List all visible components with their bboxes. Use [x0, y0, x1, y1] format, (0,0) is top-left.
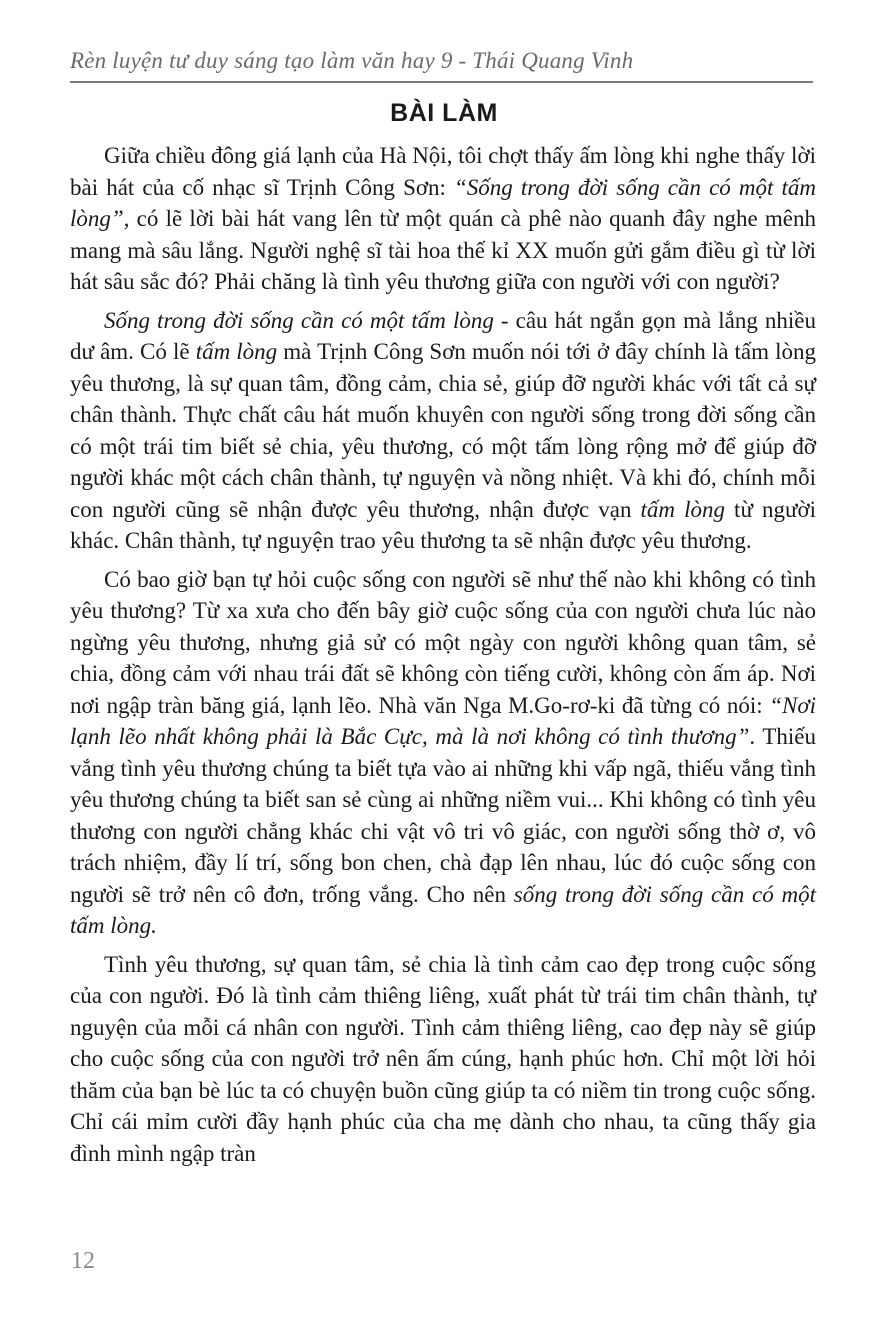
text-segment: Có bao giờ bạn tự hỏi cuộc sống con người sẽ như thế nào khi không có tình yêu thương? Từ xa xưa cho đến bây giờ cuộc sống của con người chưa lúc nào ngừng yêu thương, nhưng giả sử có một ngày con người không quan tâm, sẻ chia, đồng cảm với nhau trái đất sẽ không còn tiếng cười, không còn ấm áp. Nơi nơi ngập tràn băng giá, lạnh lẽo. Nhà văn Nga M.Go-rơ-ki đã từng có nói: — [70, 566, 816, 718]
italic-text-segment: “Sống trong đời sống cần có một tấm lòng”, — [70, 174, 817, 231]
italic-text-segment: Sống trong đời sống cần có một tấm lòng — [104, 307, 494, 333]
italic-text-segment: tấm lòng — [195, 339, 278, 364]
italic-text-segment: sống trong đời sống cần có một tấm lòng. — [70, 881, 816, 938]
text-segment: có lẽ lời bài hát vang lên từ một quán cà phê nào quanh đây nghe mênh mang mà sâu lắng. Người nghệ sĩ tài hoa thế kỉ XX muốn gửi gắm điều gì từ lời hát sâu sắc đó? Phải chăng là tình yêu thương giữa con người với con người? — [70, 206, 816, 294]
page-header — [70, 48, 813, 83]
essay-body — [70, 140, 816, 1169]
essay-paragraph — [70, 140, 816, 298]
running-title: Rèn luyện tư duy sáng tạo làm văn hay 9 - Thái Quang Vinh — [70, 48, 634, 73]
italic-text-segment: “Nơi lạnh lẽo nhất không phải là Bắc Cực, mà là nơi không có tình thương” — [70, 692, 816, 749]
text-segment: từ người khác. Chân thành, tự nguyện trao yêu thương ta sẽ nhận được yêu thương. — [70, 496, 816, 553]
text-segment: Tình yêu thương, sự quan tâm, sẻ chia là tình cảm cao đẹp trong cuộc sống của con người. Đó là tình cảm thiêng liêng, xuất phát từ trái tim chân thành, tự nguyện của mỗi cá nhân con người. Tình cảm thiêng liêng, cao đẹp này sẽ giúp cho cuộc sống của con người trở nên ấm cúng, hạnh phúc hơn. Chỉ một lời hỏi thăm của bạn bè lúc ta có chuyện buồn cũng giúp ta có niềm tin trong cuộc sống. Chỉ cái mỉm cười đầy hạnh phúc của cha mẹ dành cho nhau, ta cũng thấy gia đình mình ngập tràn — [70, 951, 816, 1166]
text-segment: Giữa chiều đông giá lạnh của Hà Nội, tôi chợt thấy ấm lòng khi nghe thấy lời bài hát của cố nhạc sĩ Trịnh Công Sơn: — [70, 143, 816, 200]
text-segment: . Thiếu vắng tình yêu thương chúng ta biết tựa vào ai những khi vấp ngã, thiếu vắng tình yêu thương chúng ta biết san sẻ cùng ai những niềm vui... Khi không có tình yêu thương con người chẳng khác chi vật vô tri vô giác, con người sống thờ ơ, vô trách nhiệm, đầy lí trí, sống bon chen, chà đạp lên nhau, lúc đó cuộc sống con người sẽ trở nên cô đơn, trống vắng. Cho nên — [70, 724, 817, 907]
italic-text-segment: tấm lòng — [640, 496, 725, 522]
text-segment: - câu hát ngắn gọn mà lắng nhiều dư âm. Có lẽ — [70, 307, 816, 364]
essay-paragraph — [70, 949, 816, 1170]
essay-paragraph — [70, 305, 816, 557]
header-rule — [70, 81, 813, 83]
text-segment: mà Trịnh Công Sơn muốn nói tới ở đây chính là tấm lòng yêu thương, là sự quan tâm, đồng cảm, chia sẻ, giúp đỡ người khác với tất cả sự chân thành. Thực chất câu hát muốn khuyên con người sống trong đời sống cần có một trái tim biết sẻ chia, yêu thương, có một tấm lòng rộng mở để giúp đỡ người khác một cách chân thành, tự nguyện và nồng nhiệt. Và khi đó, chính mỗi con người cũng sẽ nhận được yêu thương, nhận được vạn — [70, 339, 816, 522]
page-number: 12 — [71, 1248, 95, 1274]
section-heading: BÀI LÀM — [390, 99, 498, 127]
essay-paragraph — [70, 564, 816, 942]
